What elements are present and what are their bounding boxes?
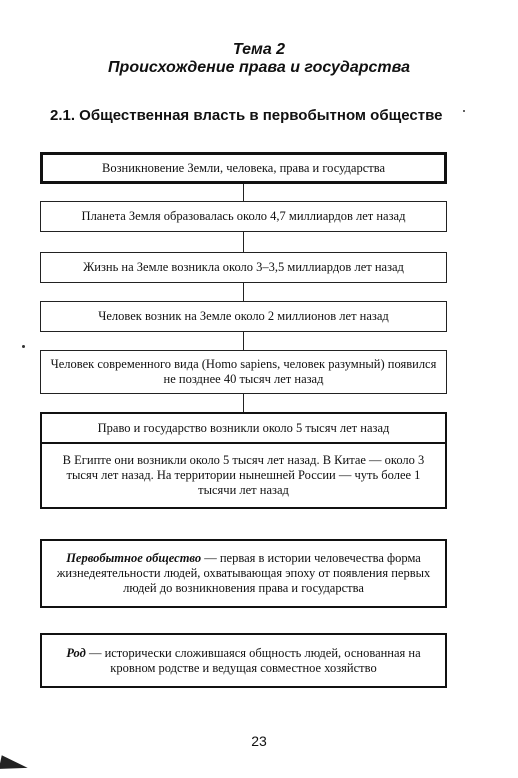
scan-speck xyxy=(22,345,25,348)
page-number: 23 xyxy=(251,733,267,749)
definition-text xyxy=(54,551,433,596)
definition-box-clan xyxy=(40,633,447,688)
flow-top-box: Возникновение Земли, человека, права и государства xyxy=(40,152,447,184)
definition-body: — первая в истории человечества форма жизнедеятельности людей, охватывающая эпоху от появления первых людей до возникновения права и государства xyxy=(56,551,431,595)
flow-detail-box: В Египте они возникли около 5 тысяч лет назад. В Китае — около 3 тысяч лет назад. На территории нынешней России — чуть более 1 тысячи лет назад xyxy=(40,443,447,509)
flow-connector xyxy=(243,332,244,350)
section-heading: 2.1. Общественная власть в первобытном обществе xyxy=(50,107,443,124)
flow-step-planet: Планета Земля образовалась около 4,7 миллиардов лет назад xyxy=(40,201,447,232)
topic-heading: Тема 2 xyxy=(232,41,286,58)
flow-connector xyxy=(243,232,244,252)
flow-step-life: Жизнь на Земле возникла около 3–3,5 миллиардов лет назад xyxy=(40,252,447,283)
flow-connector xyxy=(243,394,244,412)
topic-subtitle: Происхождение права и государства xyxy=(108,59,410,76)
flow-connector xyxy=(243,283,244,301)
scan-speck xyxy=(463,110,465,112)
definition-body: — исторически сложившаяся общность людей, основанная на кровном родстве и ведущая совместное хозяйство xyxy=(85,645,421,675)
scan-edge-mark xyxy=(0,755,29,775)
flow-step-human: Человек возник на Земле около 2 миллионов лет назад xyxy=(40,301,447,332)
definition-text xyxy=(52,646,435,676)
definition-box-primitive-society xyxy=(40,539,447,608)
definition-term: Первобытное общество xyxy=(66,551,202,565)
flow-step-homo-sapiens: Человек современного вида (Homo sapiens, человек разумный) появился не позднее 40 тысяч лет назад xyxy=(40,350,447,394)
flow-connector xyxy=(243,184,244,201)
flow-step-law-state: Право и государство возникли около 5 тысяч лет назад xyxy=(40,412,447,444)
definition-term: Род xyxy=(66,645,86,660)
